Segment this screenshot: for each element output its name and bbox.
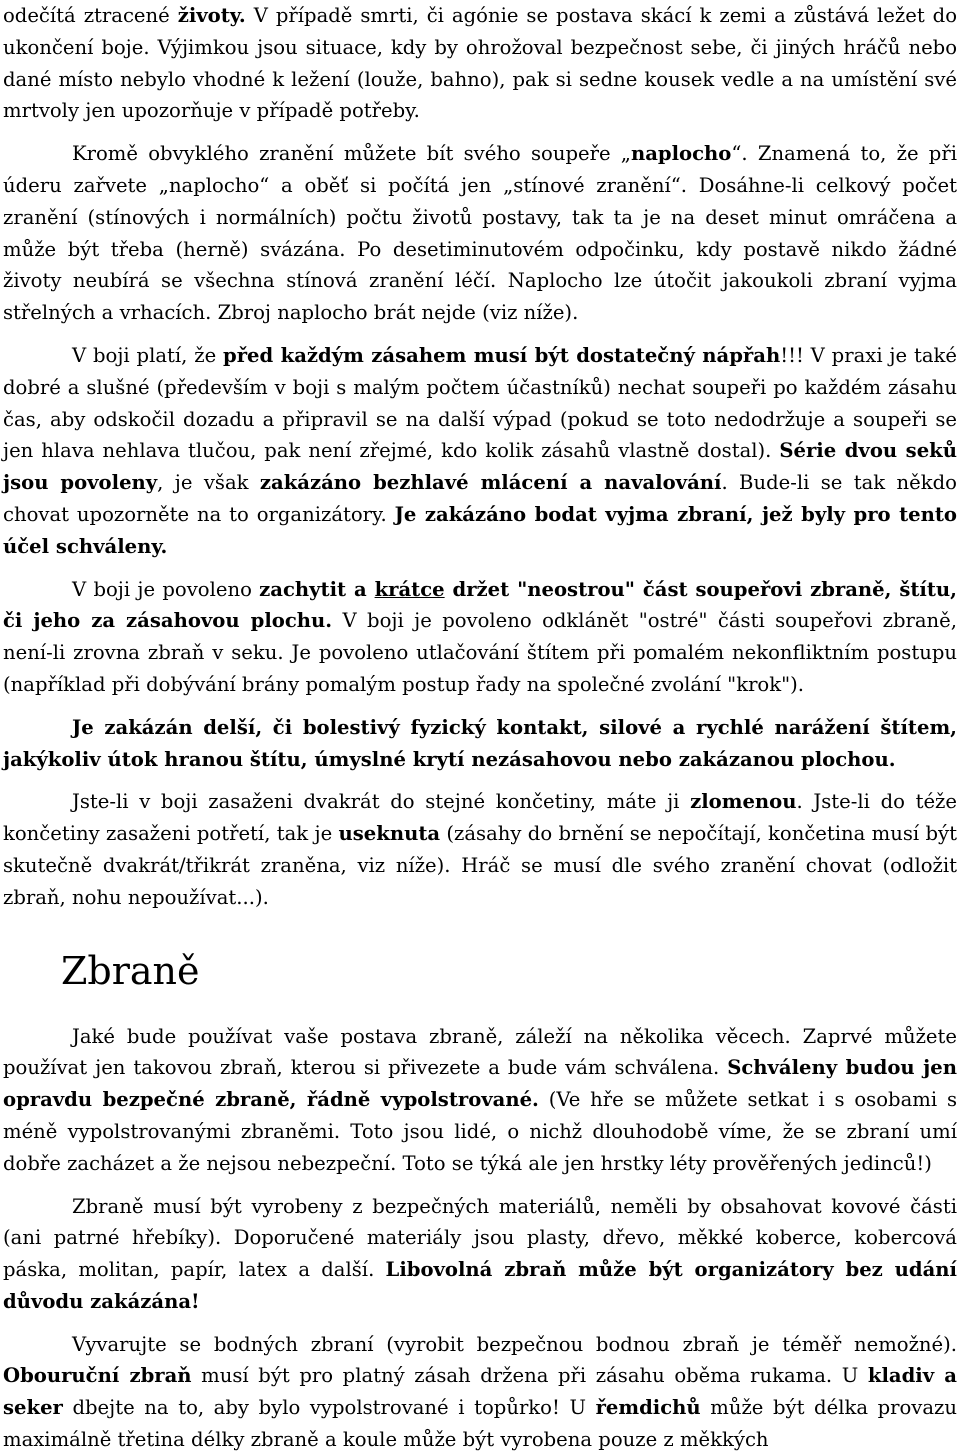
paragraph-flat-hits: Kromě obvyklého zranění můžete bít svého soupeře „naplocho“. Znamená to, že při úderu zařvete „naplocho“ a oběť si počítá jen „stínové zranění“. Dosáhne-li celkový počet zranění (stínových i normálních) počtu životů postavy, tak ta je na deset minut omráčena a může být třeba (herně) svázána. Po desetiminutovém odpočinku, kdy postavě nikdo žádné životy neubírá se všechna stínová zranění léčí. Naplocho lze útočit jakoukoli zbraní vyjma střelných a vrhacích. Zbroj naplocho brát nejde (viz níže). <box>3 142 957 325</box>
section-heading-weapons: Zbraně <box>61 948 200 993</box>
paragraph-grabbing-rules: V boji je povoleno zachytit a krátce držet "neostrou" část soupeřovi zbraně, štítu, či jeho za zásahovou plochu. V boji je povoleno odklánět "ostré" části soupeřovi zbraně, není-li zrovna zbraň v seku. Je povoleno utlačování štítem při pomalém nekonfliktním postupu (například při dobývání brány pomalým postup řady na společné zvolání "krok"). <box>3 577 957 696</box>
paragraph-swing-rules: V boji platí, že před každým zásahem musí být dostatečný nápřah!!! V praxi je také dobré a slušné (především v boji s malým počtem účastníků) nechat soupeři po každém zásahu čas, aby odskočil dozadu a připravil se na další výpad (pokud se toto nedodržuje a soupeři se jen hlava nehlava tlučou, pak není zřejmé, kdo kolik zásahů vlastně dostal). Série dvou seků jsou povoleny, je však zakázáno bezhlavé mlácení a navalování. Bude-li se tak někdo chovat upozorněte na to organizátory. Je zakázáno bodat vyjma zbraní, jež byly pro tento účel schváleny. <box>3 343 957 558</box>
paragraph-limb-injury: Jste-li v boji zasaženi dvakrát do stejné končetiny, máte ji zlomenou. Jste-li do téže končetiny zasaženi potřetí, tak je useknuta (zásahy do brnění se nepočítají, končetina musí být skutečně dvakrát/třikrát zraněna, viz níže). Hráč se musí dle svého zranění chovat (odložit zbraň, nohu nepoužívat...). <box>3 790 957 909</box>
paragraph-weapon-materials: Zbraně musí být vyrobeny z bezpečných materiálů, neměli by obsahovat kovové části (ani patrné hřebíky). Doporučené materiály jsou plasty, dřevo, měkké koberce, kobercová páska, molitan, papír, latex a další. Libovolná zbraň může být organizátory bez udání důvodu zakázána! <box>3 1194 957 1313</box>
paragraph-weapon-approval: Jaké bude používat vaše postava zbraně, záleží na několika věcech. Zaprvé můžete používat jen takovou zbraň, kterou si přivezete a bude vám schválena. Schváleny budou jen opravdu bezpečné zbraně, řádně vypolstrované. (Ve hře se můžete setkat i s osobami s méně vypolstrovanými zbraněmi. Toto jsou lidé, o nichž dlouhodobě víme, že se zbraní umí dobře zacházet a že nejsou nebezpeční. Toto se týká ale jen hrstky léty prověřených jedinců!) <box>3 1024 958 1175</box>
paragraph-death-rules: odečítá ztracené životy. V případě smrti, či agónie se postava skácí k zemi a zůstává ležet do ukončení boje. Výjimkou jsou situace, kdy by ohrožoval bezpečnost sebe, či jiných hráčů nebo dané místo nebylo vhodné k ležení (louže, bahno), pak si sedne kousek vedle a na umístění své mrtvoly jen upozorňuje v případě potřeby. <box>3 4 957 123</box>
paragraph-weapon-types: Vyvarujte se bodných zbraní (vyrobit bezpečnou bodnou zbraň je téměř nemožné). Obouruční zbraň musí být pro platný zásah držena při zásahu oběma rukama. U kladiv a seker dbejte na to, aby bylo vypolstrované i topůrko! U řemdichů může být délka provazu maximálně třetina délky zbraně a koule může být vyrobena pouze z měkkých <box>3 1332 958 1452</box>
paragraph-forbidden-contact: Je zakázán delší, či bolestivý fyzický kontakt, silové a rychlé narážení štítem, jakýkoliv útok hranou štítu, úmyslné krytí nezásahovou nebo zakázanou plochou. <box>3 715 957 771</box>
document-page <box>3 0 957 1456</box>
